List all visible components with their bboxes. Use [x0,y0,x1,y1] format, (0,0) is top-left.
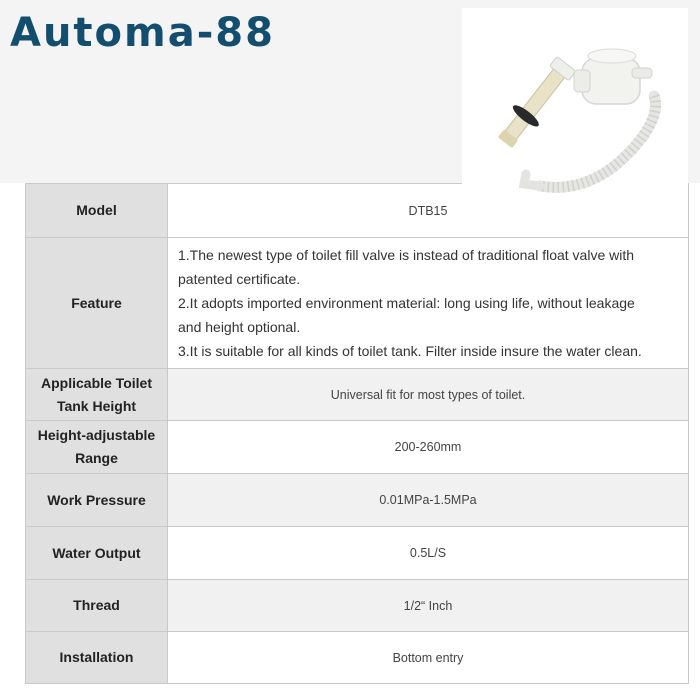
spec-label-installation: Installation [26,632,168,684]
label-line: Range [75,450,118,466]
spec-row-adjustable-range [26,421,689,474]
spec-row-installation [26,632,689,684]
spec-row-water-output [26,527,689,580]
spec-label-water-output: Water Output [26,527,168,580]
spec-value-tank-height: Universal fit for most types of toilet. [168,369,689,421]
spec-value-installation: Bottom entry [168,632,689,684]
spec-value-water-output: 0.5L/S [168,527,689,580]
spec-table [25,183,689,684]
spec-row-tank-height [26,369,689,421]
spec-label-feature: Feature [26,238,168,369]
spec-label-tank-height [26,369,168,421]
spec-label-adjustable-range [26,421,168,474]
spec-value-work-pressure: 0.01MPa-1.5MPa [168,474,689,527]
spec-row-feature [26,238,689,369]
feature-line: 1.The newest type of toilet fill valve is instead of traditional float valve with [178,247,635,263]
label-line: Height-adjustable [37,427,156,443]
feature-line: 3.It is suitable for all kinds of toilet tank. Filter inside insure the water clean. [178,343,642,359]
feature-line: patented certificate. [178,271,301,287]
brand-logo: Automa-88 [10,10,275,56]
spec-value-adjustable-range: 200-260mm [168,421,689,474]
spec-row-work-pressure [26,474,689,527]
feature-line: 2.It adopts imported environment material: long using life, without leakage [178,295,635,311]
spec-value-model: DTB15 [168,184,689,238]
label-line: Applicable Toilet [41,374,152,391]
label-line: Tank Height [56,397,137,414]
spec-value-thread: 1/2“ Inch [168,580,689,632]
spec-value-feature [168,238,689,369]
spec-label-model: Model [26,184,168,238]
product-image [462,8,688,234]
spec-row-thread [26,580,689,632]
fill-valve-illustration [462,8,688,234]
feature-line: and height optional. [178,319,301,335]
spec-label-work-pressure: Work Pressure [26,474,168,527]
spec-label-thread: Thread [26,580,168,632]
